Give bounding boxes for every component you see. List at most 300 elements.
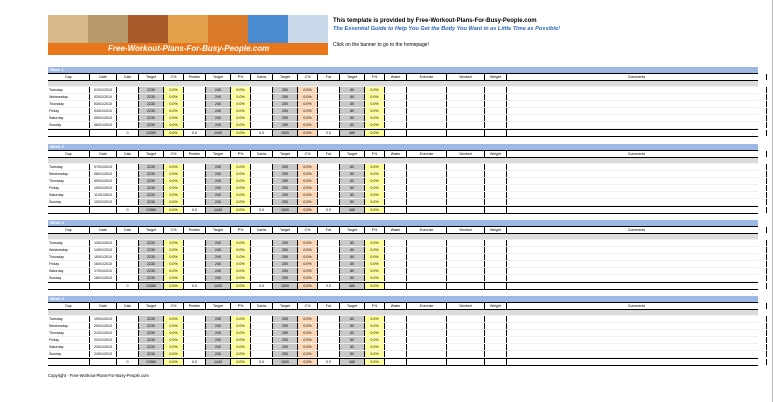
water-cell[interactable] <box>385 178 407 184</box>
fat-cell[interactable] <box>318 178 340 184</box>
protein-pct-cell[interactable]: 0.0% <box>231 275 251 281</box>
cal-pct-cell[interactable]: 0.0% <box>164 101 184 107</box>
fat-pct-cell[interactable]: 0.0% <box>365 185 385 191</box>
worked-cell[interactable] <box>447 87 485 93</box>
protein-target-cell[interactable]: 240 <box>206 101 231 107</box>
day-cell[interactable]: Sunday <box>48 199 90 205</box>
total-carb-target[interactable]: 1500 <box>273 283 298 289</box>
protein-pct-cell[interactable]: 0.0% <box>231 101 251 107</box>
fat-cell[interactable] <box>318 323 340 329</box>
worked-cell[interactable] <box>447 115 485 121</box>
totals-blank[interactable] <box>90 359 117 365</box>
fat-pct-cell[interactable]: 0.0% <box>365 122 385 128</box>
carbs-cell[interactable] <box>251 323 273 329</box>
carbs-cell[interactable] <box>251 87 273 93</box>
comments-cell[interactable] <box>507 323 767 329</box>
exercise-cell[interactable] <box>407 108 447 114</box>
carbs-cell[interactable] <box>251 344 273 350</box>
weight-cell[interactable] <box>485 323 507 329</box>
totals-blank[interactable] <box>90 283 117 289</box>
protein-target-cell[interactable]: 240 <box>206 254 231 260</box>
protein-pct-cell[interactable]: 0.0% <box>231 171 251 177</box>
day-cell[interactable]: Friday <box>48 108 90 114</box>
carb-pct-cell[interactable]: 0.0% <box>298 261 318 267</box>
carbs-cell[interactable] <box>251 185 273 191</box>
comments-cell[interactable] <box>507 87 767 93</box>
protein-cell[interactable] <box>184 247 206 253</box>
fat-cell[interactable] <box>318 115 340 121</box>
carb-target-cell[interactable]: 250 <box>273 115 298 121</box>
protein-target-cell[interactable]: 240 <box>206 323 231 329</box>
comments-cell[interactable] <box>507 171 767 177</box>
total-fat[interactable]: 0.0 <box>318 207 340 213</box>
carbs-cell[interactable] <box>251 240 273 246</box>
totals-blank[interactable] <box>90 207 117 213</box>
totals-blank[interactable] <box>507 283 767 289</box>
protein-pct-cell[interactable]: 0.0% <box>231 268 251 274</box>
date-cell[interactable]: 22/01/2010 <box>90 337 117 343</box>
carbs-cell[interactable] <box>251 101 273 107</box>
date-cell[interactable]: 06/01/2010 <box>90 122 117 128</box>
fat-pct-cell[interactable]: 0.0% <box>365 240 385 246</box>
worked-cell[interactable] <box>447 192 485 198</box>
cal-target-cell[interactable]: 2230 <box>139 351 164 357</box>
total-protein-target[interactable]: 1440 <box>206 207 231 213</box>
protein-cell[interactable] <box>184 185 206 191</box>
fat-target-cell[interactable]: 80 <box>340 164 365 170</box>
total-carb-target[interactable]: 1500 <box>273 130 298 136</box>
worked-cell[interactable] <box>447 122 485 128</box>
cals-cell[interactable] <box>117 247 139 253</box>
water-cell[interactable] <box>385 199 407 205</box>
day-cell[interactable]: Thursday <box>48 178 90 184</box>
fat-target-cell[interactable]: 80 <box>340 247 365 253</box>
date-cell[interactable]: 15/01/2010 <box>90 254 117 260</box>
cals-cell[interactable] <box>117 330 139 336</box>
protein-pct-cell[interactable]: 0.0% <box>231 122 251 128</box>
totals-blank[interactable] <box>407 207 447 213</box>
protein-cell[interactable] <box>184 94 206 100</box>
carbs-cell[interactable] <box>251 192 273 198</box>
carbs-cell[interactable] <box>251 275 273 281</box>
carbs-cell[interactable] <box>251 261 273 267</box>
date-cell[interactable]: 02/01/2010 <box>90 94 117 100</box>
cals-cell[interactable] <box>117 108 139 114</box>
protein-pct-cell[interactable]: 0.0% <box>231 185 251 191</box>
total-fat-target[interactable]: 480 <box>340 207 365 213</box>
total-protein[interactable]: 0.0 <box>184 207 206 213</box>
water-cell[interactable] <box>385 192 407 198</box>
water-cell[interactable] <box>385 330 407 336</box>
exercise-cell[interactable] <box>407 164 447 170</box>
water-cell[interactable] <box>385 254 407 260</box>
fat-target-cell[interactable]: 80 <box>340 351 365 357</box>
protein-cell[interactable] <box>184 122 206 128</box>
cal-pct-cell[interactable]: 0.0% <box>164 344 184 350</box>
fat-pct-cell[interactable]: 0.0% <box>365 254 385 260</box>
cal-target-cell[interactable]: 2230 <box>139 122 164 128</box>
fat-cell[interactable] <box>318 87 340 93</box>
total-carb-pct[interactable]: 0.0% <box>298 359 318 365</box>
carb-target-cell[interactable]: 250 <box>273 254 298 260</box>
protein-target-cell[interactable]: 240 <box>206 178 231 184</box>
exercise-cell[interactable] <box>407 316 447 322</box>
worked-cell[interactable] <box>447 185 485 191</box>
water-cell[interactable] <box>385 164 407 170</box>
fat-cell[interactable] <box>318 330 340 336</box>
protein-cell[interactable] <box>184 254 206 260</box>
exercise-cell[interactable] <box>407 254 447 260</box>
water-cell[interactable] <box>385 268 407 274</box>
cals-cell[interactable] <box>117 199 139 205</box>
total-cal-pct[interactable]: 0.0% <box>164 130 184 136</box>
comments-cell[interactable] <box>507 261 767 267</box>
fat-pct-cell[interactable]: 0.0% <box>365 351 385 357</box>
fat-pct-cell[interactable]: 0.0% <box>365 115 385 121</box>
cal-pct-cell[interactable]: 0.0% <box>164 164 184 170</box>
protein-cell[interactable] <box>184 316 206 322</box>
carb-target-cell[interactable]: 250 <box>273 316 298 322</box>
totals-blank[interactable] <box>385 283 407 289</box>
fat-cell[interactable] <box>318 185 340 191</box>
exercise-cell[interactable] <box>407 101 447 107</box>
cals-cell[interactable] <box>117 261 139 267</box>
date-cell[interactable]: 24/01/2010 <box>90 351 117 357</box>
carb-target-cell[interactable]: 250 <box>273 261 298 267</box>
weight-cell[interactable] <box>485 344 507 350</box>
cal-pct-cell[interactable]: 0.0% <box>164 192 184 198</box>
carb-pct-cell[interactable]: 0.0% <box>298 254 318 260</box>
cal-pct-cell[interactable]: 0.0% <box>164 268 184 274</box>
worked-cell[interactable] <box>447 240 485 246</box>
exercise-cell[interactable] <box>407 185 447 191</box>
worked-cell[interactable] <box>447 323 485 329</box>
water-cell[interactable] <box>385 185 407 191</box>
total-carbs[interactable]: 0.0 <box>251 130 273 136</box>
protein-cell[interactable] <box>184 108 206 114</box>
protein-cell[interactable] <box>184 178 206 184</box>
cals-cell[interactable] <box>117 268 139 274</box>
protein-target-cell[interactable]: 240 <box>206 87 231 93</box>
day-cell[interactable]: Thursday <box>48 254 90 260</box>
weight-cell[interactable] <box>485 185 507 191</box>
carb-target-cell[interactable]: 250 <box>273 94 298 100</box>
total-protein-pct[interactable]: 0.0% <box>231 130 251 136</box>
date-cell[interactable]: 14/01/2010 <box>90 247 117 253</box>
fat-target-cell[interactable]: 80 <box>340 178 365 184</box>
total-fat[interactable]: 0.0 <box>318 283 340 289</box>
cals-cell[interactable] <box>117 115 139 121</box>
protein-pct-cell[interactable]: 0.0% <box>231 115 251 121</box>
cal-target-cell[interactable]: 2230 <box>139 337 164 343</box>
weight-cell[interactable] <box>485 240 507 246</box>
weight-cell[interactable] <box>485 247 507 253</box>
totals-blank[interactable] <box>48 130 90 136</box>
total-fat[interactable]: 0.0 <box>318 359 340 365</box>
exercise-cell[interactable] <box>407 122 447 128</box>
carbs-cell[interactable] <box>251 199 273 205</box>
fat-target-cell[interactable]: 80 <box>340 316 365 322</box>
cal-target-cell[interactable]: 2230 <box>139 330 164 336</box>
cal-pct-cell[interactable]: 0.0% <box>164 171 184 177</box>
cals-cell[interactable] <box>117 344 139 350</box>
fat-target-cell[interactable]: 80 <box>340 171 365 177</box>
weight-cell[interactable] <box>485 254 507 260</box>
protein-target-cell[interactable]: 240 <box>206 199 231 205</box>
date-cell[interactable]: 03/01/2010 <box>90 101 117 107</box>
protein-cell[interactable] <box>184 199 206 205</box>
protein-target-cell[interactable]: 240 <box>206 94 231 100</box>
total-carbs[interactable]: 0.0 <box>251 283 273 289</box>
carbs-cell[interactable] <box>251 171 273 177</box>
protein-target-cell[interactable]: 240 <box>206 115 231 121</box>
cal-target-cell[interactable]: 2230 <box>139 254 164 260</box>
fat-pct-cell[interactable]: 0.0% <box>365 323 385 329</box>
carb-pct-cell[interactable]: 0.0% <box>298 101 318 107</box>
totals-blank[interactable] <box>485 130 507 136</box>
protein-cell[interactable] <box>184 344 206 350</box>
cal-pct-cell[interactable]: 0.0% <box>164 115 184 121</box>
day-cell[interactable]: Tuesday <box>48 316 90 322</box>
totals-blank[interactable] <box>485 359 507 365</box>
fat-target-cell[interactable]: 80 <box>340 337 365 343</box>
carbs-cell[interactable] <box>251 108 273 114</box>
fat-target-cell[interactable]: 80 <box>340 323 365 329</box>
cals-cell[interactable] <box>117 101 139 107</box>
cal-target-cell[interactable]: 2230 <box>139 185 164 191</box>
protein-pct-cell[interactable]: 0.0% <box>231 247 251 253</box>
totals-blank[interactable] <box>485 207 507 213</box>
cal-pct-cell[interactable]: 0.0% <box>164 261 184 267</box>
protein-cell[interactable] <box>184 330 206 336</box>
cal-target-cell[interactable]: 2230 <box>139 192 164 198</box>
carbs-cell[interactable] <box>251 247 273 253</box>
worked-cell[interactable] <box>447 261 485 267</box>
protein-target-cell[interactable]: 240 <box>206 337 231 343</box>
carb-pct-cell[interactable]: 0.0% <box>298 178 318 184</box>
fat-pct-cell[interactable]: 0.0% <box>365 247 385 253</box>
weight-cell[interactable] <box>485 199 507 205</box>
protein-target-cell[interactable]: 240 <box>206 351 231 357</box>
date-cell[interactable]: 13/01/2010 <box>90 240 117 246</box>
cal-target-cell[interactable]: 2230 <box>139 261 164 267</box>
carb-target-cell[interactable]: 250 <box>273 268 298 274</box>
protein-target-cell[interactable]: 240 <box>206 275 231 281</box>
cal-pct-cell[interactable]: 0.0% <box>164 122 184 128</box>
protein-pct-cell[interactable]: 0.0% <box>231 178 251 184</box>
protein-pct-cell[interactable]: 0.0% <box>231 164 251 170</box>
comments-cell[interactable] <box>507 240 767 246</box>
protein-pct-cell[interactable]: 0.0% <box>231 192 251 198</box>
cal-pct-cell[interactable]: 0.0% <box>164 351 184 357</box>
carb-target-cell[interactable]: 250 <box>273 171 298 177</box>
cals-cell[interactable] <box>117 94 139 100</box>
carb-target-cell[interactable]: 250 <box>273 247 298 253</box>
cals-cell[interactable] <box>117 192 139 198</box>
worked-cell[interactable] <box>447 351 485 357</box>
carbs-cell[interactable] <box>251 330 273 336</box>
fat-cell[interactable] <box>318 351 340 357</box>
exercise-cell[interactable] <box>407 323 447 329</box>
total-fat-target[interactable]: 480 <box>340 283 365 289</box>
day-cell[interactable]: Thursday <box>48 101 90 107</box>
cal-pct-cell[interactable]: 0.0% <box>164 275 184 281</box>
carb-pct-cell[interactable]: 0.0% <box>298 330 318 336</box>
fat-target-cell[interactable]: 80 <box>340 330 365 336</box>
fat-cell[interactable] <box>318 101 340 107</box>
totals-blank[interactable] <box>48 283 90 289</box>
total-fat-target[interactable]: 480 <box>340 359 365 365</box>
water-cell[interactable] <box>385 351 407 357</box>
protein-pct-cell[interactable]: 0.0% <box>231 330 251 336</box>
carb-pct-cell[interactable]: 0.0% <box>298 337 318 343</box>
water-cell[interactable] <box>385 122 407 128</box>
totals-blank[interactable] <box>407 283 447 289</box>
total-protein[interactable]: 0.0 <box>184 130 206 136</box>
total-cal-pct[interactable]: 0.0% <box>164 359 184 365</box>
carb-pct-cell[interactable]: 0.0% <box>298 164 318 170</box>
carb-target-cell[interactable]: 250 <box>273 199 298 205</box>
date-cell[interactable]: 20/01/2010 <box>90 323 117 329</box>
carbs-cell[interactable] <box>251 94 273 100</box>
cal-pct-cell[interactable]: 0.0% <box>164 87 184 93</box>
totals-blank[interactable] <box>485 283 507 289</box>
date-cell[interactable]: 01/01/2010 <box>90 87 117 93</box>
exercise-cell[interactable] <box>407 247 447 253</box>
fat-cell[interactable] <box>318 344 340 350</box>
totals-blank[interactable] <box>447 207 485 213</box>
cal-target-cell[interactable]: 2230 <box>139 94 164 100</box>
carb-target-cell[interactable]: 250 <box>273 108 298 114</box>
worked-cell[interactable] <box>447 254 485 260</box>
cal-target-cell[interactable]: 2230 <box>139 316 164 322</box>
carb-target-cell[interactable]: 250 <box>273 101 298 107</box>
weight-cell[interactable] <box>485 101 507 107</box>
fat-pct-cell[interactable]: 0.0% <box>365 171 385 177</box>
worked-cell[interactable] <box>447 275 485 281</box>
fat-pct-cell[interactable]: 0.0% <box>365 261 385 267</box>
day-cell[interactable]: Sunday <box>48 351 90 357</box>
total-protein-target[interactable]: 1440 <box>206 130 231 136</box>
cals-cell[interactable] <box>117 171 139 177</box>
fat-cell[interactable] <box>318 171 340 177</box>
cal-target-cell[interactable]: 2230 <box>139 108 164 114</box>
fat-target-cell[interactable]: 80 <box>340 261 365 267</box>
total-carbs[interactable]: 0.0 <box>251 207 273 213</box>
water-cell[interactable] <box>385 87 407 93</box>
protein-cell[interactable] <box>184 337 206 343</box>
protein-cell[interactable] <box>184 192 206 198</box>
fat-cell[interactable] <box>318 94 340 100</box>
total-fat-pct[interactable]: 0.0% <box>365 130 385 136</box>
fat-pct-cell[interactable]: 0.0% <box>365 268 385 274</box>
day-cell[interactable]: Wednesday <box>48 171 90 177</box>
weight-cell[interactable] <box>485 275 507 281</box>
total-fat[interactable]: 0.0 <box>318 130 340 136</box>
cals-cell[interactable] <box>117 185 139 191</box>
cal-target-cell[interactable]: 2230 <box>139 344 164 350</box>
fat-target-cell[interactable]: 80 <box>340 122 365 128</box>
fat-pct-cell[interactable]: 0.0% <box>365 94 385 100</box>
totals-blank[interactable] <box>447 130 485 136</box>
protein-pct-cell[interactable]: 0.0% <box>231 316 251 322</box>
worked-cell[interactable] <box>447 330 485 336</box>
protein-pct-cell[interactable]: 0.0% <box>231 240 251 246</box>
totals-blank[interactable] <box>385 130 407 136</box>
fat-pct-cell[interactable]: 0.0% <box>365 178 385 184</box>
protein-cell[interactable] <box>184 115 206 121</box>
day-cell[interactable]: Friday <box>48 261 90 267</box>
carb-target-cell[interactable]: 250 <box>273 323 298 329</box>
date-cell[interactable]: 23/01/2010 <box>90 344 117 350</box>
protein-target-cell[interactable]: 240 <box>206 247 231 253</box>
protein-target-cell[interactable]: 240 <box>206 344 231 350</box>
fat-target-cell[interactable]: 80 <box>340 108 365 114</box>
cals-cell[interactable] <box>117 351 139 357</box>
exercise-cell[interactable] <box>407 351 447 357</box>
protein-target-cell[interactable]: 240 <box>206 122 231 128</box>
date-cell[interactable]: 18/01/2010 <box>90 275 117 281</box>
date-cell[interactable]: 19/01/2010 <box>90 316 117 322</box>
carb-pct-cell[interactable]: 0.0% <box>298 94 318 100</box>
protein-target-cell[interactable]: 240 <box>206 192 231 198</box>
worked-cell[interactable] <box>447 101 485 107</box>
exercise-cell[interactable] <box>407 115 447 121</box>
carb-pct-cell[interactable]: 0.0% <box>298 268 318 274</box>
exercise-cell[interactable] <box>407 330 447 336</box>
exercise-cell[interactable] <box>407 87 447 93</box>
cal-target-cell[interactable]: 2230 <box>139 171 164 177</box>
fat-target-cell[interactable]: 80 <box>340 240 365 246</box>
worked-cell[interactable] <box>447 337 485 343</box>
fat-pct-cell[interactable]: 0.0% <box>365 108 385 114</box>
protein-cell[interactable] <box>184 101 206 107</box>
cal-pct-cell[interactable]: 0.0% <box>164 254 184 260</box>
comments-cell[interactable] <box>507 344 767 350</box>
fat-target-cell[interactable]: 80 <box>340 254 365 260</box>
carb-pct-cell[interactable]: 0.0% <box>298 185 318 191</box>
total-carb-pct[interactable]: 0.0% <box>298 130 318 136</box>
date-cell[interactable]: 07/01/2010 <box>90 164 117 170</box>
day-cell[interactable]: Thursday <box>48 330 90 336</box>
cal-pct-cell[interactable]: 0.0% <box>164 316 184 322</box>
total-protein-pct[interactable]: 0.0% <box>231 283 251 289</box>
cals-cell[interactable] <box>117 178 139 184</box>
fat-cell[interactable] <box>318 122 340 128</box>
protein-cell[interactable] <box>184 240 206 246</box>
fat-target-cell[interactable]: 80 <box>340 199 365 205</box>
protein-pct-cell[interactable]: 0.0% <box>231 337 251 343</box>
date-cell[interactable]: 09/01/2010 <box>90 178 117 184</box>
total-carb-target[interactable]: 1500 <box>273 207 298 213</box>
cal-target-cell[interactable]: 2230 <box>139 115 164 121</box>
total-cal-pct[interactable]: 0.0% <box>164 207 184 213</box>
fat-pct-cell[interactable]: 0.0% <box>365 199 385 205</box>
fat-target-cell[interactable]: 80 <box>340 275 365 281</box>
comments-cell[interactable] <box>507 185 767 191</box>
cals-cell[interactable] <box>117 316 139 322</box>
day-cell[interactable]: Friday <box>48 337 90 343</box>
comments-cell[interactable] <box>507 316 767 322</box>
weight-cell[interactable] <box>485 94 507 100</box>
water-cell[interactable] <box>385 94 407 100</box>
comments-cell[interactable] <box>507 108 767 114</box>
cal-target-cell[interactable]: 2230 <box>139 275 164 281</box>
totals-blank[interactable] <box>507 130 767 136</box>
carb-pct-cell[interactable]: 0.0% <box>298 316 318 322</box>
fat-pct-cell[interactable]: 0.0% <box>365 330 385 336</box>
carb-pct-cell[interactable]: 0.0% <box>298 108 318 114</box>
